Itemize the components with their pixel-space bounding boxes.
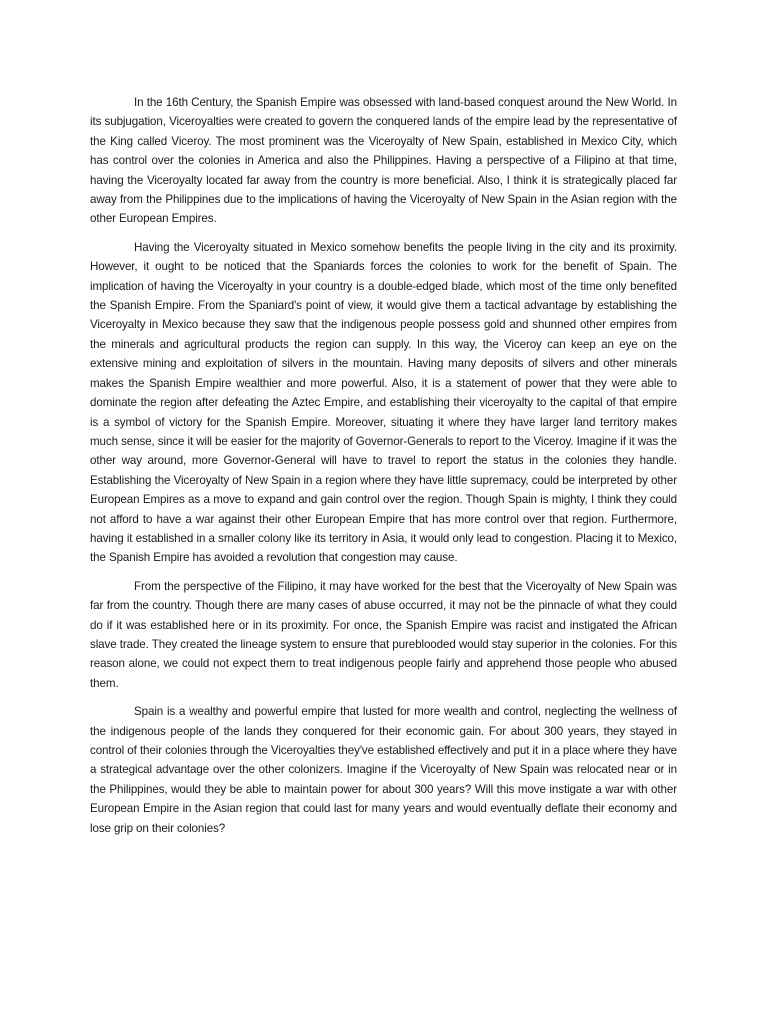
paragraph-2: Having the Viceroyalty situated in Mexico somehow benefits the people living in the city and its proximity. However, it ought to be noticed that the Spaniards forces the colonies to work for the benefit of Spain. The implication of having the Viceroyalty in your country is a double-edged blade, which most of the time only benefited the Spanish Empire. From the Spaniard's point of view, it would give them a tactical advantage by establishing the Viceroyalty in Mexico because they saw that the indigenous people possess gold and shunned other empires from the minerals and agricultural products the region can supply. In this way, the Viceroy can keep an eye on the extensive mining and exploitation of silvers in the mountain. Having many deposits of silvers and other minerals makes the Spanish Empire wealthier and more powerful. Also, it is a statement of power that they were able to dominate the region after defeating the Aztec Empire, and establishing their viceroyalty to the capital of that empire is a symbol of victory for the Spanish Empire. Moreover, situating it where they have larger land territory makes much sense, since it will be easier for the majority of Governor-Generals to report to the Viceroy. Imagine if it was the other way around, more Governor-General will have to travel to report the status in the colonies they handle. Establishing the Viceroyalty of New Spain in a region where they have little supremacy, could be interpreted by other European Empires as a move to expand and gain control over the region. Though Spain is mighty, I think they could not afford to have a war against their other European Empire that has more control over that region. Furthermore, having it established in a smaller colony like its territory in Asia, it would only lead to congestion. Placing it to Mexico, the Spanish Empire has avoided a revolution that congestion may cause.	[90, 240, 677, 565]
essay-body	[90, 93, 677, 847]
paragraph-1: In the 16th Century, the Spanish Empire was obsessed with land-based conquest around the New World. In its subjugation, Viceroyalties were created to govern the conquered lands of the empire lead by the representative of the King called Viceroy. The most prominent was the Viceroyalty of New Spain, established in Mexico City, which has control over the colonies in America and also the Philippines. Having a perspective of a Filipino at that time, having the Viceroyalty located far away from the country is more beneficial. Also, I think it is strategically placed far away from the Philippines due to the implications of having the Viceroyalty of New Spain in the Asian region with the other European Empires.	[90, 96, 677, 226]
paragraph-4: Spain is a wealthy and powerful empire that lusted for more wealth and control, neglecting the wellness of the indigenous people of the lands they conquered for their economic gain. For about 300 years, they stayed in control of their colonies through the Viceroyalties they've established effectively and put it in a place where they have a strategical advantage over the other colonizers. Imagine if the Viceroyalty of New Spain was relocated near or in the Philippines, would they be able to maintain power for about 300 years? Will this move instigate a war with other European Empire in the Asian region that could last for many years and would eventually deflate their economy and lose grip on their colonies?	[90, 705, 677, 835]
paragraph-3: From the perspective of the Filipino, it may have worked for the best that the Viceroyalty of New Spain was far from the country. Though there are many cases of abuse occurred, it may not be the pinnacle of what they could do if it was established here or in its proximity. For once, the Spanish Empire was racist and instigated the African slave trade. They created the lineage system to ensure that pureblooded would stay superior in the colonies. For this reason alone, we could not expect them to treat indigenous people fairly and apprehend those people who abused them.	[90, 579, 677, 690]
